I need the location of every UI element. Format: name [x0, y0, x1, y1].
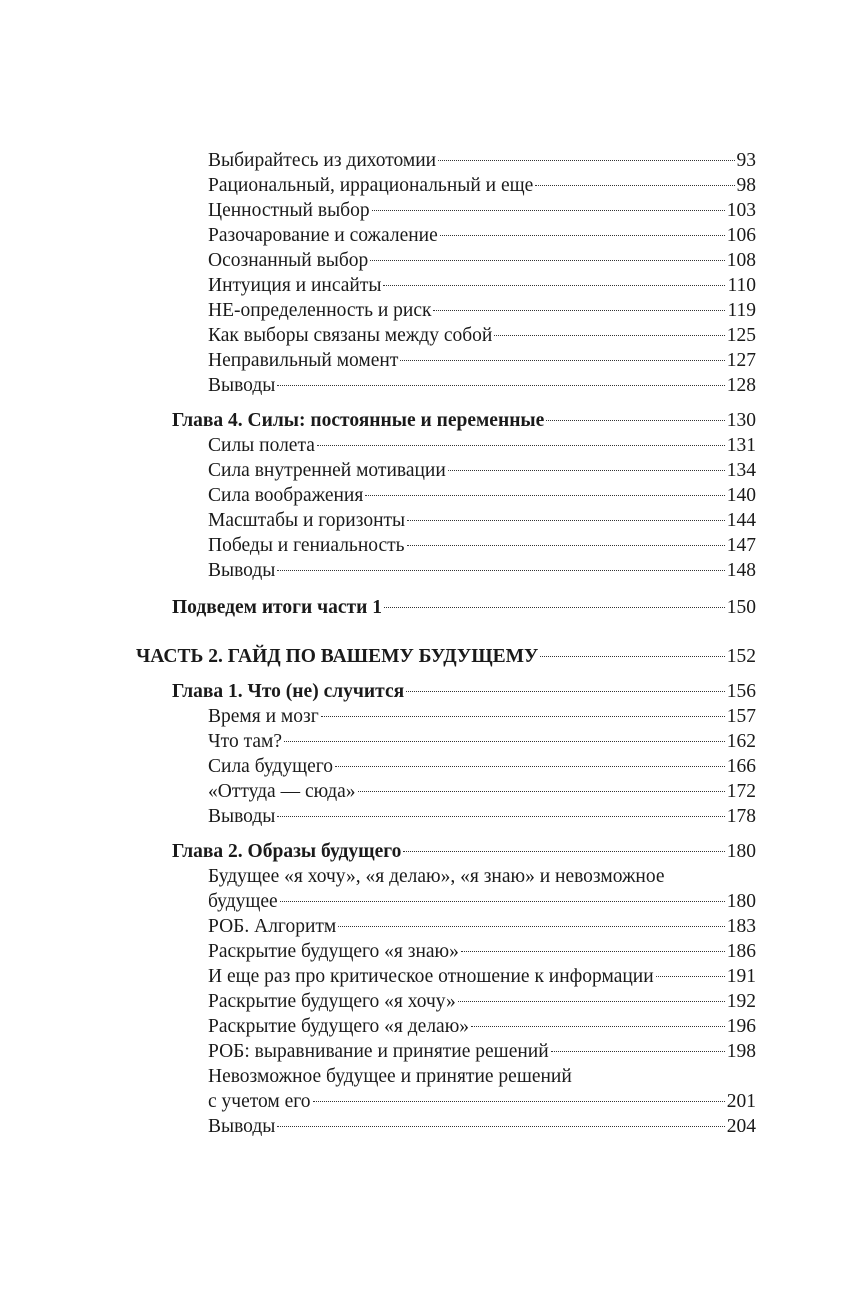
dot-leader — [372, 210, 725, 211]
dot-leader — [277, 385, 724, 386]
toc-entry[interactable] — [208, 989, 756, 1014]
toc-entry[interactable] — [208, 729, 756, 754]
toc-entry-page: 180 — [726, 841, 756, 862]
dot-leader — [338, 926, 725, 927]
dot-leader — [546, 420, 724, 421]
dot-leader — [448, 470, 725, 471]
toc-entry-page: 156 — [726, 681, 756, 702]
toc-entry[interactable] — [208, 223, 756, 248]
toc-entry-page: 140 — [726, 485, 756, 506]
toc-entry-title: Выводы — [208, 806, 276, 827]
toc-entry-title: Ценностный выбор — [208, 200, 370, 221]
toc-entry-title: будущее — [208, 891, 278, 912]
toc-entry-page: 119 — [727, 300, 756, 321]
toc-entry-page: 128 — [726, 375, 756, 396]
toc-entry-title: И еще раз про критическое отношение к информации — [208, 966, 654, 987]
toc-entry[interactable] — [208, 754, 756, 779]
toc-entry-title: РОБ: выравнивание и принятие решений — [208, 1041, 549, 1062]
toc-entry-title: Раскрытие будущего «я делаю» — [208, 1016, 470, 1037]
dot-leader — [471, 1026, 725, 1027]
toc-entry[interactable] — [208, 348, 756, 373]
toc-entry-page: 147 — [726, 535, 756, 556]
toc-chapter-entry[interactable] — [172, 679, 756, 704]
dot-leader — [280, 901, 725, 902]
toc-entry[interactable] — [208, 1039, 756, 1064]
dot-leader — [313, 1101, 725, 1102]
toc-entry-title: ЧАСТЬ 2. ГАЙД ПО ВАШЕМУ БУДУЩЕМУ — [136, 646, 539, 667]
toc-entry[interactable] — [208, 198, 756, 223]
toc-entry[interactable] — [208, 323, 756, 348]
toc-entry[interactable] — [208, 914, 756, 939]
toc-entry[interactable] — [208, 704, 756, 729]
toc-entry-page: 125 — [726, 325, 756, 346]
toc-entry-title: Глава 4. Силы: постоянные и переменные — [172, 410, 545, 431]
toc-entry-title: Разочарование и сожаление — [208, 225, 438, 246]
toc-entry-page: 196 — [726, 1016, 756, 1037]
dot-leader — [370, 260, 724, 261]
toc-entry-page: 108 — [726, 250, 756, 271]
dot-leader — [321, 716, 725, 717]
toc-entry-title: Как выборы связаны между собой — [208, 325, 493, 346]
toc-entry-page: 157 — [726, 706, 756, 727]
toc-entry[interactable] — [208, 273, 756, 298]
toc-summary-entry[interactable] — [172, 595, 756, 620]
toc-entry-page: 134 — [726, 460, 756, 481]
toc-entry[interactable] — [208, 1089, 756, 1114]
toc-entry[interactable] — [208, 1114, 756, 1139]
toc-entry[interactable] — [208, 248, 756, 273]
toc-entry[interactable] — [208, 173, 756, 198]
toc-entry-title: НЕ-определенность и риск — [208, 300, 432, 321]
toc-entry-title: с учетом его — [208, 1091, 311, 1112]
toc-entry-title: Интуиция и инсайты — [208, 275, 382, 296]
toc-entry-title: Раскрытие будущего «я хочу» — [208, 991, 456, 1012]
toc-entry-title: Глава 1. Что (не) случится — [172, 681, 405, 702]
toc-entry-page: 192 — [726, 991, 756, 1012]
toc-entry[interactable] — [208, 779, 756, 804]
toc-entry-title-line1: Будущее «я хочу», «я делаю», «я знаю» и невозможное — [208, 866, 665, 887]
dot-leader — [461, 951, 725, 952]
dot-leader — [494, 335, 724, 336]
dot-leader — [335, 766, 725, 767]
toc-entry-page: 172 — [726, 781, 756, 802]
toc-entry-page: 204 — [726, 1116, 756, 1137]
dot-leader — [407, 520, 725, 521]
dot-leader — [438, 160, 734, 161]
toc-entry-page: 130 — [726, 410, 756, 431]
toc-entry-title: Неправильный момент — [208, 350, 399, 371]
dot-leader — [277, 1126, 724, 1127]
dot-leader — [277, 570, 724, 571]
toc-entry-title: Рациональный, иррациональный и еще — [208, 175, 534, 196]
toc-entry-page: 191 — [726, 966, 756, 987]
toc-entry[interactable] — [208, 804, 756, 829]
toc-entry-title: Силы полета — [208, 435, 315, 456]
dot-leader — [384, 607, 725, 608]
toc-entry[interactable] — [208, 433, 756, 458]
toc-entry[interactable] — [208, 1014, 756, 1039]
toc-entry-page: 144 — [726, 510, 756, 531]
dot-leader — [406, 691, 725, 692]
dot-leader — [458, 1001, 725, 1002]
toc-part-entry[interactable] — [136, 644, 756, 669]
toc-entry-title: Сила будущего — [208, 756, 334, 777]
dot-leader — [551, 1051, 725, 1052]
toc-entry-title: Что там? — [208, 731, 282, 752]
dot-leader — [407, 545, 725, 546]
toc-entry-title: Время и мозг — [208, 706, 319, 727]
toc-chapter-entry[interactable] — [172, 408, 756, 433]
toc-entry-title: Победы и гениальность — [208, 535, 405, 556]
toc-entry[interactable] — [208, 939, 756, 964]
toc-entry-title: Выводы — [208, 560, 276, 581]
toc-entry-page: 201 — [726, 1091, 756, 1112]
toc-entry[interactable] — [208, 964, 756, 989]
dot-leader — [440, 235, 725, 236]
toc-entry-title: Выводы — [208, 1116, 276, 1137]
toc-entry[interactable] — [208, 533, 756, 558]
dot-leader — [365, 495, 724, 496]
dot-leader — [540, 656, 724, 657]
toc-entry[interactable] — [208, 148, 756, 173]
toc-entry-page: 131 — [726, 435, 756, 456]
toc-entry-page: 180 — [726, 891, 756, 912]
toc-entry-page: 150 — [726, 597, 756, 618]
toc-entry-page: 148 — [726, 560, 756, 581]
toc-entry-page: 106 — [726, 225, 756, 246]
dot-leader — [535, 185, 734, 186]
toc-entry-page: 178 — [726, 806, 756, 827]
toc-entry-page: 183 — [726, 916, 756, 937]
toc-entry-page: 127 — [726, 350, 756, 371]
dot-leader — [383, 285, 725, 286]
toc-entry-title: Выбирайтесь из дихотомии — [208, 150, 437, 171]
toc-entry-title: «Оттуда — сюда» — [208, 781, 356, 802]
toc-entry[interactable] — [208, 558, 756, 583]
dot-leader — [403, 851, 724, 852]
toc-entry-page: 162 — [726, 731, 756, 752]
toc-entry-title-line1: Невозможное будущее и принятие решений — [208, 1066, 572, 1087]
toc-entry-page: 186 — [726, 941, 756, 962]
dot-leader — [656, 976, 725, 977]
dot-leader — [433, 310, 725, 311]
table-of-contents — [0, 148, 862, 1139]
toc-entry-title: Выводы — [208, 375, 276, 396]
toc-entry-title: РОБ. Алгоритм — [208, 916, 337, 937]
toc-entry-title: Сила воображения — [208, 485, 364, 506]
toc-entry-page: 152 — [726, 646, 756, 667]
dot-leader — [277, 816, 724, 817]
toc-entry-page: 166 — [726, 756, 756, 777]
dot-leader — [317, 445, 725, 446]
dot-leader — [284, 741, 725, 742]
toc-entry[interactable] — [208, 458, 756, 483]
toc-entry-page: 110 — [727, 275, 756, 296]
toc-entry[interactable] — [208, 889, 756, 914]
toc-entry-title: Сила внутренней мотивации — [208, 460, 446, 481]
toc-entry-page: 98 — [736, 175, 756, 196]
toc-entry-page: 198 — [726, 1041, 756, 1062]
toc-entry-title: Подведем итоги части 1 — [172, 597, 382, 618]
toc-entry-title: Осознанный выбор — [208, 250, 369, 271]
dot-leader — [400, 360, 724, 361]
toc-entry-page: 103 — [726, 200, 756, 221]
toc-entry[interactable] — [208, 298, 756, 323]
toc-entry[interactable] — [208, 508, 756, 533]
toc-entry-page: 93 — [736, 150, 756, 171]
toc-entry[interactable] — [208, 483, 756, 508]
toc-entry-title: Масштабы и горизонты — [208, 510, 406, 531]
toc-entry[interactable] — [208, 373, 756, 398]
dot-leader — [358, 791, 725, 792]
toc-entry-title: Раскрытие будущего «я знаю» — [208, 941, 459, 962]
toc-entry-title: Глава 2. Образы будущего — [172, 841, 402, 862]
toc-chapter-entry[interactable] — [172, 839, 756, 864]
